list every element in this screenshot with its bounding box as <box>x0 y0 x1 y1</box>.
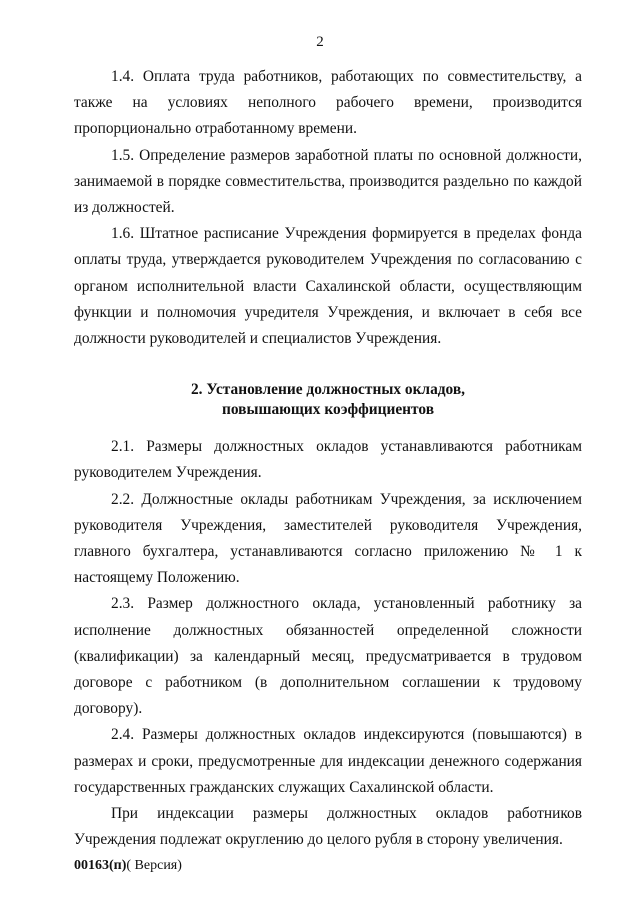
section-heading-line-2: повышающих коэффициентов <box>221 401 435 419</box>
paragraph-1-5: 1.5. Определение размеров заработной платы по основной должности, занимаемой в порядке совместительства, производится раздельно по каждой из должностей. <box>74 146 582 217</box>
paragraph-2-1: 2.1. Размеры должностных окладов устанавливаются работникам руководителем Учреждения. <box>74 438 582 482</box>
document-body <box>74 64 582 853</box>
paragraph-2-4: 2.4. Размеры должностных окладов индексируются (повышаются) в размерах и сроки, предусмотренные для индексации денежного содержания государственных гражданских служащих Сахалинской области. <box>74 726 582 796</box>
footer-version-label: ( Версия) <box>126 858 182 873</box>
paragraph-1-6: 1.6. Штатное расписание Учреждения формируется в пределах фонда оплаты труда, утверждается руководителем Учреждения по согласованию с органом исполнительной власти Сахалинской области, осуществляющим функции и полномочия учредителя Учреждения, и включает в себя все должности руководителей и специалистов Учреждения. <box>74 225 582 348</box>
section-heading-line-1: 2. Установление должностных окладов, <box>190 381 466 399</box>
paragraph-2-3: 2.3. Размер должностного оклада, установленный работнику за исполнение должностных обязанностей определенной сложности (квалификации) за календарный месяц, предусматривается в трудовом договоре с работником (в дополнительном соглашении к трудовому договору). <box>74 595 582 718</box>
footer <box>74 858 182 874</box>
section-heading <box>74 380 582 420</box>
paragraph-indexation: При индексации размеры должностных окладов работников Учреждения подлежат округлению до целого рубля в сторону увеличения. <box>74 805 582 849</box>
paragraph-1-4: 1.4. Оплата труда работников, работающих по совместительству, а также на условиях неполного рабочего времени, производится пропорционально отработанному времени. <box>74 68 582 138</box>
footer-document-code: 00163(п) <box>74 858 127 873</box>
page-number: 2 <box>316 34 324 50</box>
paragraph-2-2: 2.2. Должностные оклады работникам Учреждения, за исключением руководителя Учреждения, заместителей руководителя Учреждения, главного бухгалтера, устанавливаются согласно приложению № 1 к настоящему Положению. <box>74 490 582 587</box>
